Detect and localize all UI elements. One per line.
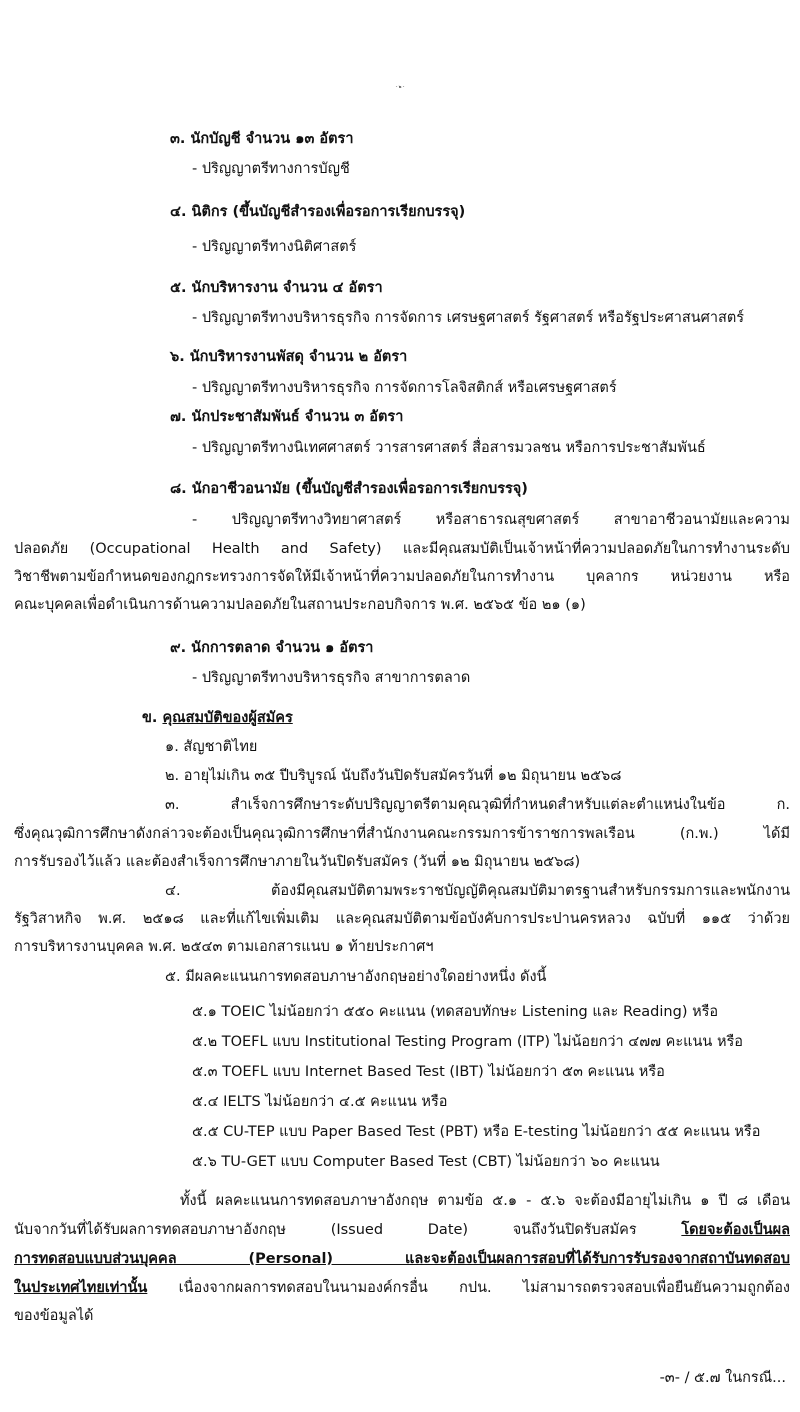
qualification-item-4-line-2: รัฐวิสาหกิจ พ.ศ. ๒๕๑๘ และที่แก้ไขเพิ่มเติม และคุณสมบัติตามข้อบังคับการประปานครหลวง ฉบับที่ ๑๑๕ ว่าด้วย	[14, 911, 790, 927]
position-8-req-line-4: คณะบุคคลเพื่อดำเนินการด้านความปลอดภัยในสถานประกอบกิจการ พ.ศ. ๒๕๖๕ ข้อ ๒๑ (๑)	[14, 597, 586, 613]
qualification-item-2: ๒. อายุไม่เกิน ๓๕ ปีบริบูรณ์ นับถึงวันปิดรับสมัครวันที่ ๑๒ มิถุนายน ๒๕๖๘	[165, 768, 622, 784]
position-3-title: ๓. นักบัญชี จำนวน ๑๓ อัตรา	[170, 131, 354, 147]
note-line-2-plain: นับจากวันที่ได้รับผลการทดสอบภาษาอังกฤษ (Issued Date) จนถึงวันปิดรับสมัคร	[14, 1222, 682, 1238]
position-4-requirement: - ปริญญาตรีทางนิติศาสตร์	[192, 239, 357, 255]
note-line-2	[14, 1220, 790, 1240]
note-line-4-emphasis: ในประเทศไทยเท่านั้น	[14, 1280, 148, 1296]
position-9-title: ๙. นักการตลาด จำนวน ๑ อัตรา	[170, 640, 374, 656]
position-9-requirement: - ปริญญาตรีทางบริหารธุรกิจ สาขาการตลาด	[192, 670, 471, 686]
qualification-item-3-line-3: การรับรองไว้แล้ว และต้องสำเร็จการศึกษาภายในวันปิดรับสมัคร (วันที่ ๑๒ มิถุนายน ๒๕๖๘)	[14, 854, 581, 870]
qualification-item-3-line-2: ซึ่งคุณวุฒิการศึกษาดังกล่าวจะต้องเป็นคุณวุฒิการศึกษาที่สำนักงานคณะกรรมการข้าราชการพลเรือน (ก.พ.) ได้มี	[14, 826, 790, 842]
qualifications-heading-prefix: ข.	[142, 710, 163, 726]
english-test-5-1: ๕.๑ TOEIC ไม่น้อยกว่า ๕๕๐ คะแนน (ทดสอบทักษะ Listening และ Reading) หรือ	[192, 1004, 719, 1020]
note-line-4	[14, 1278, 790, 1298]
position-6-title: ๖. นักบริหารงานพัสดุ จำนวน ๒ อัตรา	[170, 349, 408, 365]
position-7-title: ๗. นักประชาสัมพันธ์ จำนวน ๓ อัตรา	[170, 409, 404, 425]
note-line-2-emphasis: โดยจะต้องเป็นผล	[681, 1222, 790, 1238]
note-line-3: การทดสอบแบบส่วนบุคคล (Personal) และจะต้องเป็นผลการสอบที่ได้รับการรับรองจากสถาบันทดสอบ	[14, 1251, 790, 1267]
qualification-item-5: ๕. มีผลคะแนนการทดสอบภาษาอังกฤษอย่างใดอย่างหนึ่ง ดังนี้	[165, 969, 547, 985]
page-number: - ๒ -	[395, 85, 405, 90]
position-8-req-line-1: - ปริญญาตรีทางวิทยาศาสตร์ หรือสาธารณสุขศาสตร์ สาขาอาชีวอนามัยและความ	[192, 512, 790, 528]
english-test-5-4: ๕.๔ IELTS ไม่น้อยกว่า ๔.๕ คะแนน หรือ	[192, 1094, 448, 1110]
position-7-requirement: - ปริญญาตรีทางนิเทศศาสตร์ วารสารศาสตร์ สื่อสารมวลชน หรือการประชาสัมพันธ์	[192, 440, 706, 456]
position-4-title: ๔. นิติกร (ขึ้นบัญชีสำรองเพื่อรอการเรียกบรรจุ)	[170, 204, 466, 220]
position-8-req-line-3: วิชาชีพตามข้อกำหนดของกฎกระทรวงการจัดให้มีเจ้าหน้าที่ความปลอดภัยในการทำงาน บุคลากร หน่วยงาน หรือ	[14, 569, 790, 585]
qualification-item-3-line-1: ๓. สำเร็จการศึกษาระดับปริญญาตรีตามคุณวุฒิที่กำหนดสำหรับแต่ละตำแหน่งในข้อ ก.	[165, 797, 790, 813]
position-6-requirement: - ปริญญาตรีทางบริหารธุรกิจ การจัดการโลจิสติกส์ หรือเศรษฐศาสตร์	[192, 380, 617, 396]
english-test-5-5: ๕.๕ CU-TEP แบบ Paper Based Test (PBT) หรือ E-testing ไม่น้อยกว่า ๕๕ คะแนน หรือ	[192, 1124, 761, 1140]
english-test-5-6: ๕.๖ TU-GET แบบ Computer Based Test (CBT) ไม่น้อยกว่า ๖๐ คะแนน	[192, 1154, 660, 1170]
qualifications-heading-text: คุณสมบัติของผู้สมัคร	[162, 710, 293, 726]
note-line-5: ของข้อมูลได้	[14, 1308, 94, 1324]
position-5-title: ๕. นักบริหารงาน จำนวน ๔ อัตรา	[170, 280, 383, 296]
position-5-requirement: - ปริญญาตรีทางบริหารธุรกิจ การจัดการ เศรษฐศาสตร์ รัฐศาสตร์ หรือรัฐประศาสนศาสตร์	[192, 310, 745, 326]
qualification-item-4-line-1: ๔. ต้องมีคุณสมบัติตามพระราชบัญญัติคุณสมบัติมาตรฐานสำหรับกรรมการและพนักงาน	[165, 883, 790, 899]
qualifications-heading	[142, 708, 293, 728]
english-test-5-3: ๕.๓ TOEFL แบบ Internet Based Test (IBT) ไม่น้อยกว่า ๕๓ คะแนน หรือ	[192, 1064, 665, 1080]
position-3-requirement: - ปริญญาตรีทางการบัญชี	[192, 161, 350, 177]
continuation-marker: -๓- / ๕.๗ ในกรณี...	[659, 1370, 786, 1386]
english-test-5-2: ๕.๒ TOEFL แบบ Institutional Testing Program (ITP) ไม่น้อยกว่า ๔๗๗ คะแนน หรือ	[192, 1034, 744, 1050]
note-line-4-plain: เนื่องจากผลการทดสอบในนามองค์กรอื่น กปน. ไม่สามารถตรวจสอบเพื่อยืนยันความถูกต้อง	[147, 1280, 790, 1296]
position-8-req-line-2: ปลอดภัย (Occupational Health and Safety) และมีคุณสมบัติเป็นเจ้าหน้าที่ความปลอดภัยในการทำงานระดับ	[14, 541, 790, 557]
qualification-item-4-line-3: การบริหารงานบุคคล พ.ศ. ๒๕๔๓ ตามเอกสารแนบ ๑ ท้ายประกาศฯ	[14, 939, 434, 955]
note-line-1: ทั้งนี้ ผลคะแนนการทดสอบภาษาอังกฤษ ตามข้อ ๕.๑ - ๕.๖ จะต้องมีอายุไม่เกิน ๑ ปี ๘ เดือน	[180, 1193, 790, 1209]
position-8-title: ๘. นักอาชีวอนามัย (ขึ้นบัญชีสำรองเพื่อรอการเรียกบรรจุ)	[170, 481, 528, 497]
qualification-item-1: ๑. สัญชาติไทย	[165, 739, 258, 755]
